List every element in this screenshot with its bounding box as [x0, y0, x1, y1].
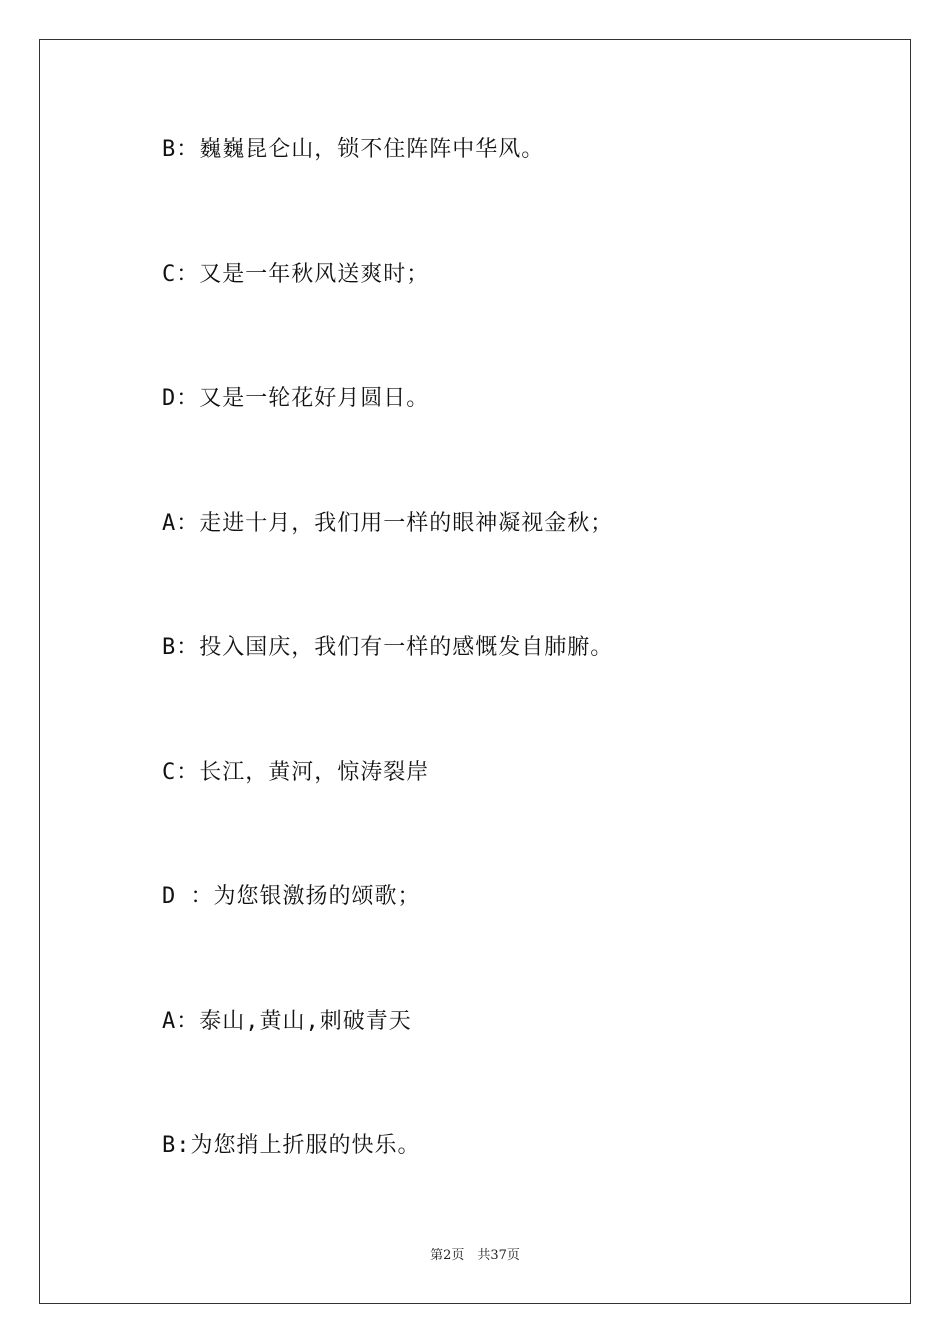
dialogue-line: B：巍巍昆仑山，锁不住阵阵中华风。 — [162, 137, 545, 162]
dialogue-line: C：又是一年秋风送爽时； — [162, 261, 430, 287]
dialogue-line: B:为您捎上折服的快乐。 — [162, 1133, 421, 1158]
dialogue-line: B：投入国庆，我们有一样的感慨发自肺腑。 — [162, 635, 614, 660]
page-number-footer: 第2页 共37页 — [430, 1248, 520, 1263]
dialogue-line: A：泰山,黄山,刺破青天 — [162, 1008, 412, 1034]
dialogue-line: C：长江，黄河，惊涛裂岸 — [162, 759, 430, 785]
dialogue-line: D ：为您银激扬的颂歌； — [162, 884, 421, 909]
dialogue-line: D：又是一轮花好月圆日。 — [162, 386, 430, 411]
dialogue-line: A：走进十月，我们用一样的眼神凝视金秋； — [162, 510, 614, 536]
document-body — [162, 136, 862, 1257]
